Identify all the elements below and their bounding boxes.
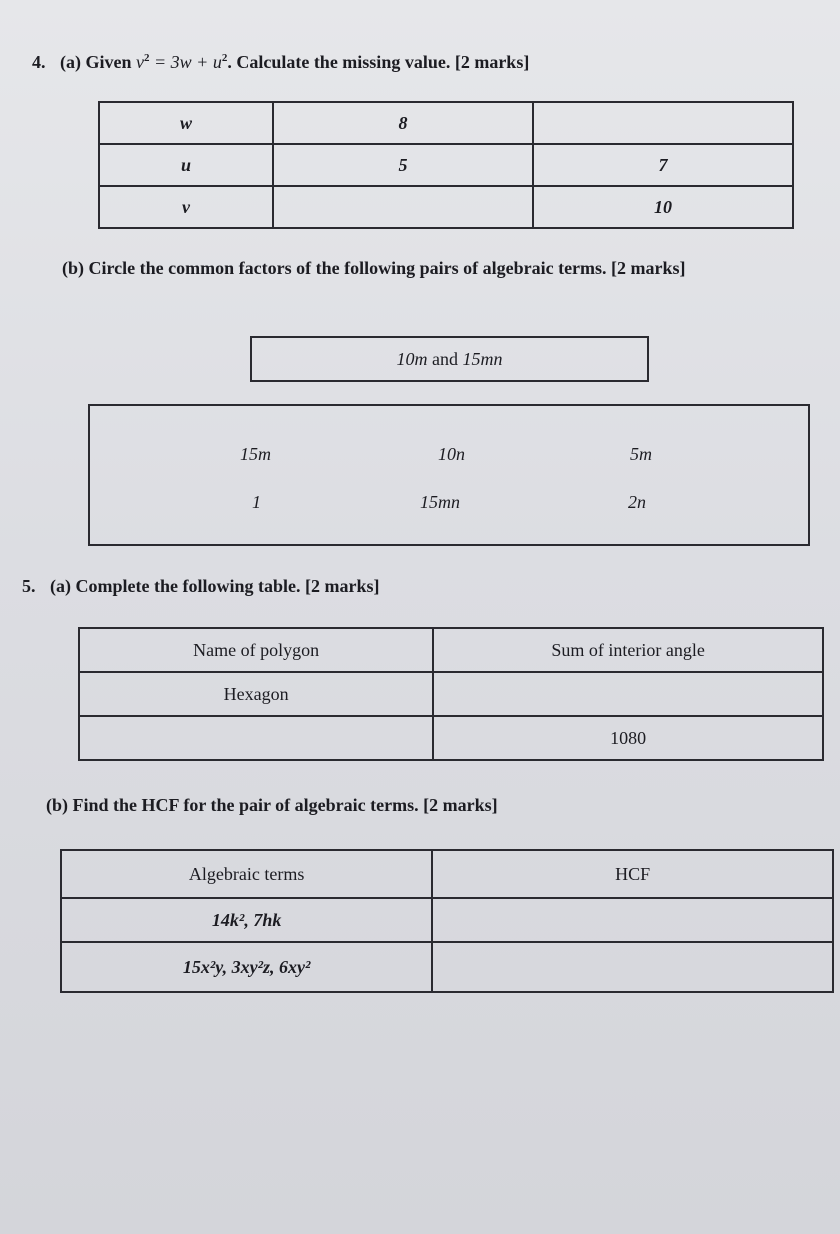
- equation-rhs-exponent: 2: [221, 52, 228, 64]
- factor-option[interactable]: 1: [252, 492, 261, 512]
- question-5a-text: [22, 576, 379, 597]
- table-cell: 8: [273, 102, 533, 144]
- answer-cell[interactable]: [533, 102, 793, 144]
- wuv-table: [98, 101, 794, 229]
- answer-cell[interactable]: [79, 716, 433, 760]
- table-header: Name of polygon: [79, 628, 433, 672]
- question-number: 4.: [32, 52, 46, 72]
- question-instruction: . Calculate the missing value. [2 marks]: [227, 52, 530, 72]
- table-row: [61, 898, 833, 942]
- question-number: 5.: [22, 576, 36, 596]
- table-row: [79, 672, 823, 716]
- algebraic-terms-cell: 15x²y, 3xy²z, 6xy²: [61, 942, 432, 992]
- table-cell: 5: [273, 144, 533, 186]
- term-a: 10m: [396, 348, 428, 369]
- given-word: Given: [85, 52, 132, 72]
- table-cell: w: [99, 102, 273, 144]
- table-cell: u: [99, 144, 273, 186]
- factor-options-box: [88, 404, 810, 546]
- hcf-table: [60, 849, 834, 993]
- table-row: [99, 144, 793, 186]
- table-cell: Hexagon: [79, 672, 433, 716]
- table-header: Sum of interior angle: [433, 628, 823, 672]
- table-header: HCF: [432, 850, 833, 898]
- polygon-table: [78, 627, 824, 761]
- equation-rhs: = 3w + u: [154, 52, 222, 72]
- term-b: 15mn: [462, 348, 503, 369]
- question-5b-text: (b) Find the HCF for the pair of algebraic terms. [2 marks]: [46, 795, 498, 815]
- question-instruction: (a) Complete the following table. [2 marks]: [50, 576, 380, 596]
- table-cell: 7: [533, 144, 793, 186]
- table-cell: v: [99, 186, 273, 228]
- answer-cell[interactable]: [432, 898, 833, 942]
- table-row: [61, 850, 833, 898]
- answer-cell[interactable]: [273, 186, 533, 228]
- factor-option[interactable]: 15mn: [420, 492, 460, 512]
- table-cell: 1080: [433, 716, 823, 760]
- answer-cell[interactable]: [433, 672, 823, 716]
- table-row: [79, 628, 823, 672]
- factor-option[interactable]: 5m: [630, 444, 652, 464]
- table-cell: 10: [533, 186, 793, 228]
- answer-cell[interactable]: [432, 942, 833, 992]
- equation-lhs: v: [136, 52, 145, 72]
- equation-lhs-exponent: 2: [144, 52, 150, 64]
- table-row: [79, 716, 823, 760]
- table-header: Algebraic terms: [61, 850, 432, 898]
- table-row: [61, 942, 833, 992]
- term-pair-box: [250, 336, 649, 382]
- factor-option[interactable]: 10n: [438, 444, 465, 464]
- question-4b-text: (b) Circle the common factors of the following pairs of algebraic terms. [2 marks]: [62, 258, 686, 278]
- table-row: [99, 102, 793, 144]
- term-and: and: [427, 348, 463, 369]
- factor-option[interactable]: 2n: [628, 492, 646, 512]
- question-4a-text: [32, 52, 529, 73]
- algebraic-terms-cell: 14k², 7hk: [61, 898, 432, 942]
- part-label: (a): [60, 52, 81, 72]
- factor-option[interactable]: 15m: [240, 444, 271, 464]
- table-row: [99, 186, 793, 228]
